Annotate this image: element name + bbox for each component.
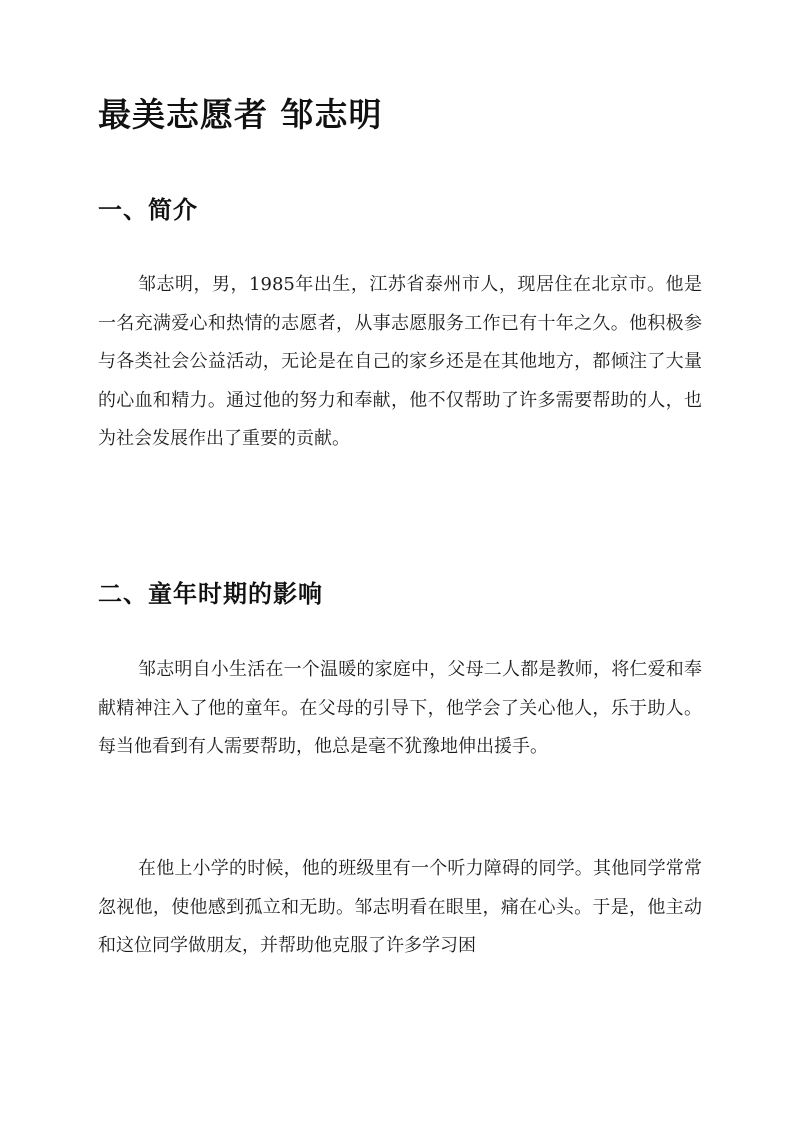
section-heading-childhood: 二、童年时期的影响 — [98, 580, 323, 608]
childhood-paragraph-2: 在他上小学的时候，他的班级里有一个听力障碍的同学。其他同学常常忽视他，使他感到孤立和无助。邹志明看在眼里，痛在心头。于是，他主动和这位同学做朋友，并帮助他克服了许多学习困 — [98, 858, 702, 956]
section-heading-intro: 一、简介 — [98, 196, 198, 224]
intro-paragraph: 邹志明，男，1985年出生，江苏省泰州市人，现居住在北京市。他是一名充满爱心和热情的志愿者，从事志愿服务工作已有十年之久。他积极参与各类社会公益活动，无论是在自己的家乡还是在其他地方，都倾注了大量的心血和精力。通过他的努力和奉献，他不仅帮助了许多需要帮助的人，也为社会发展作出了重要的贡献。 — [98, 274, 702, 449]
childhood-paragraph-1: 邹志明自小生活在一个温暖的家庭中，父母二人都是教师，将仁爱和奉献精神注入了他的童年。在父母的引导下，他学会了关心他人，乐于助人。每当他看到有人需要帮助，他总是毫不犹豫地伸出援手。 — [98, 659, 702, 757]
document-title: 最美志愿者 邹志明 — [98, 95, 383, 134]
